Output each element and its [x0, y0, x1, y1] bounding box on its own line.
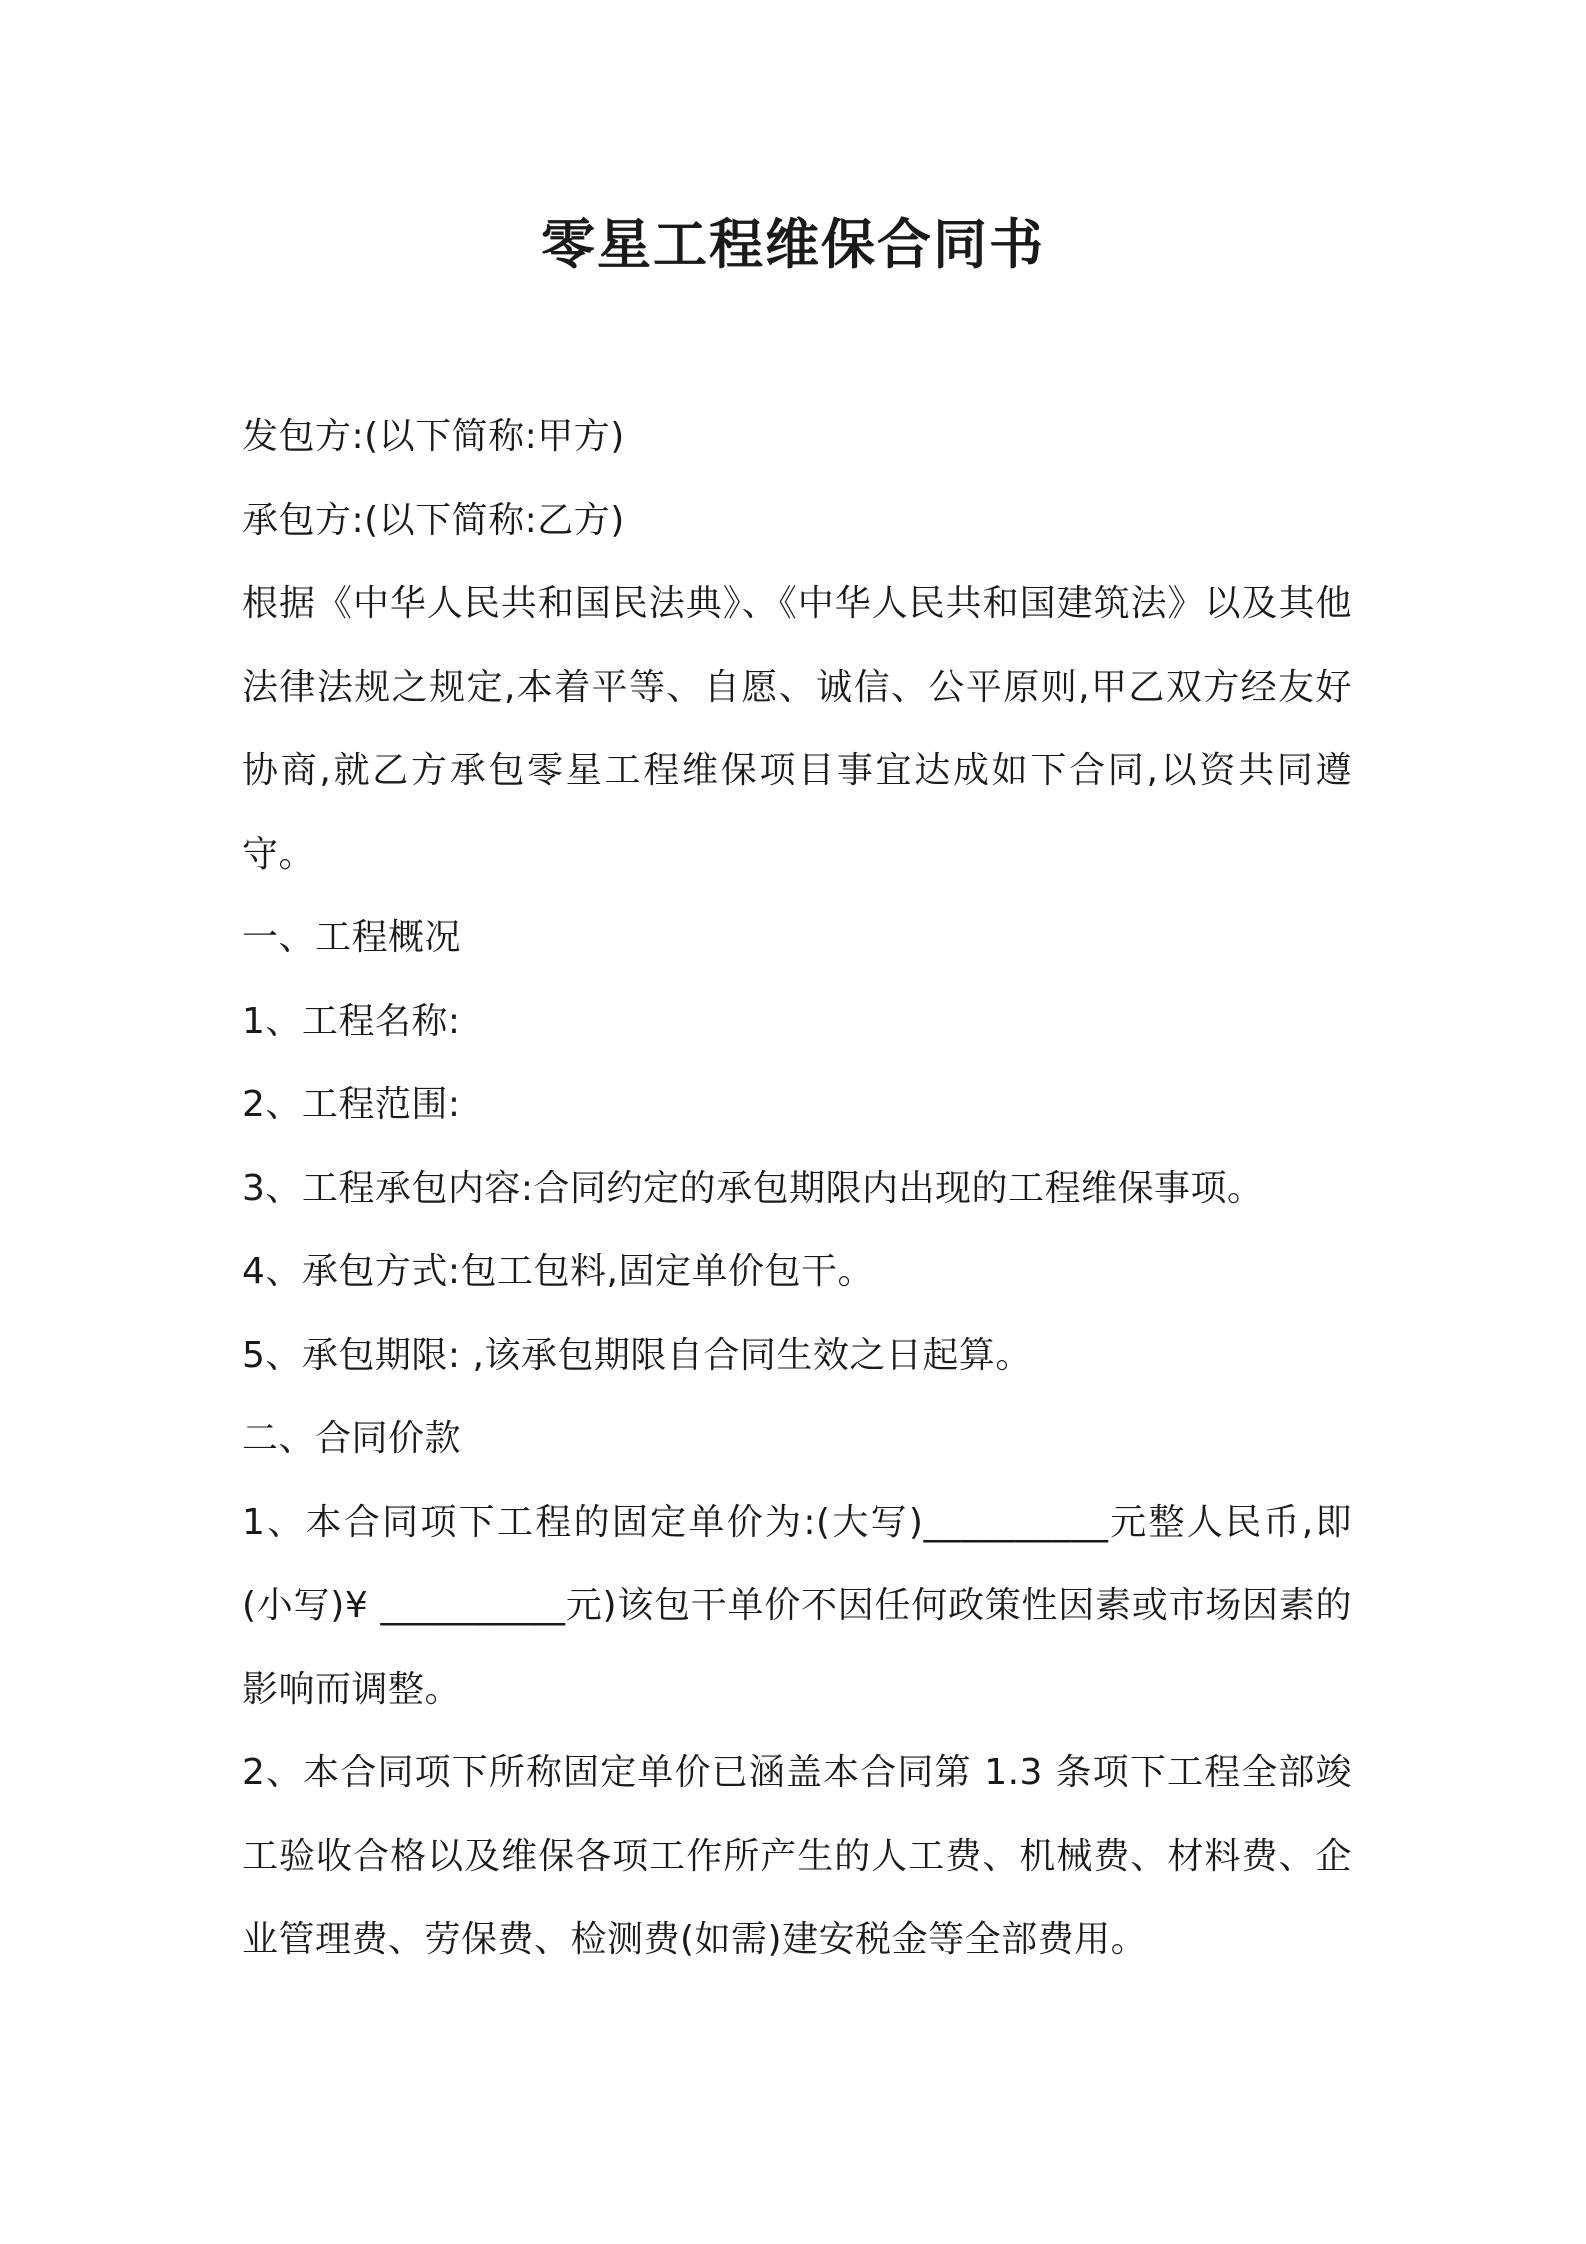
clause-fixed-unit-price: 1、本合同项下工程的固定单价为:(大写)__________元整人民币,即(小写)¥ __________元)该包干单价不因任何政策性因素或市场因素的影响而调整。: [242, 1501, 1352, 1710]
preamble-paragraph: 根据《中华人民共和国民法典》、《中华人民共和国建筑法》以及其他法律法规之规定,本着平等、自愿、诚信、公平原则,甲乙双方经友好协商,就乙方承包零星工程维保项目事宜达成如下合同,以资共同遵守。: [242, 583, 1352, 875]
section-heading-project-overview: 一、工程概况: [242, 917, 462, 958]
document-body: [242, 395, 1352, 1982]
party-b-line: 承包方:(以下简称:乙方): [242, 499, 625, 541]
clause-contract-content: 3、工程承包内容:合同约定的承包期限内出现的工程维保事项。: [242, 1167, 1264, 1209]
section-heading-contract-price: 二、合同价款: [242, 1418, 462, 1459]
clause-price-coverage: 2、本合同项下所称固定单价已涵盖本合同第 1.3 条项下工程全部竣工验收合格以及维保各项工作所产生的人工费、机械费、材料费、企业管理费、劳保费、检测费(如需)建安税金等全部费用。: [242, 1752, 1352, 1960]
clause-contract-term: 5、承包期限: ,该承包期限自合同生效之日起算。: [242, 1334, 1032, 1376]
party-a-line: 发包方:(以下简称:甲方): [242, 416, 625, 457]
clause-project-scope: 2、工程范围:: [242, 1084, 461, 1125]
document-title: 零星工程维保合同书: [541, 213, 1045, 276]
clause-contract-method: 4、承包方式:包工包料,固定单价包干。: [242, 1251, 874, 1292]
clause-project-name: 1、工程名称:: [242, 1000, 461, 1042]
